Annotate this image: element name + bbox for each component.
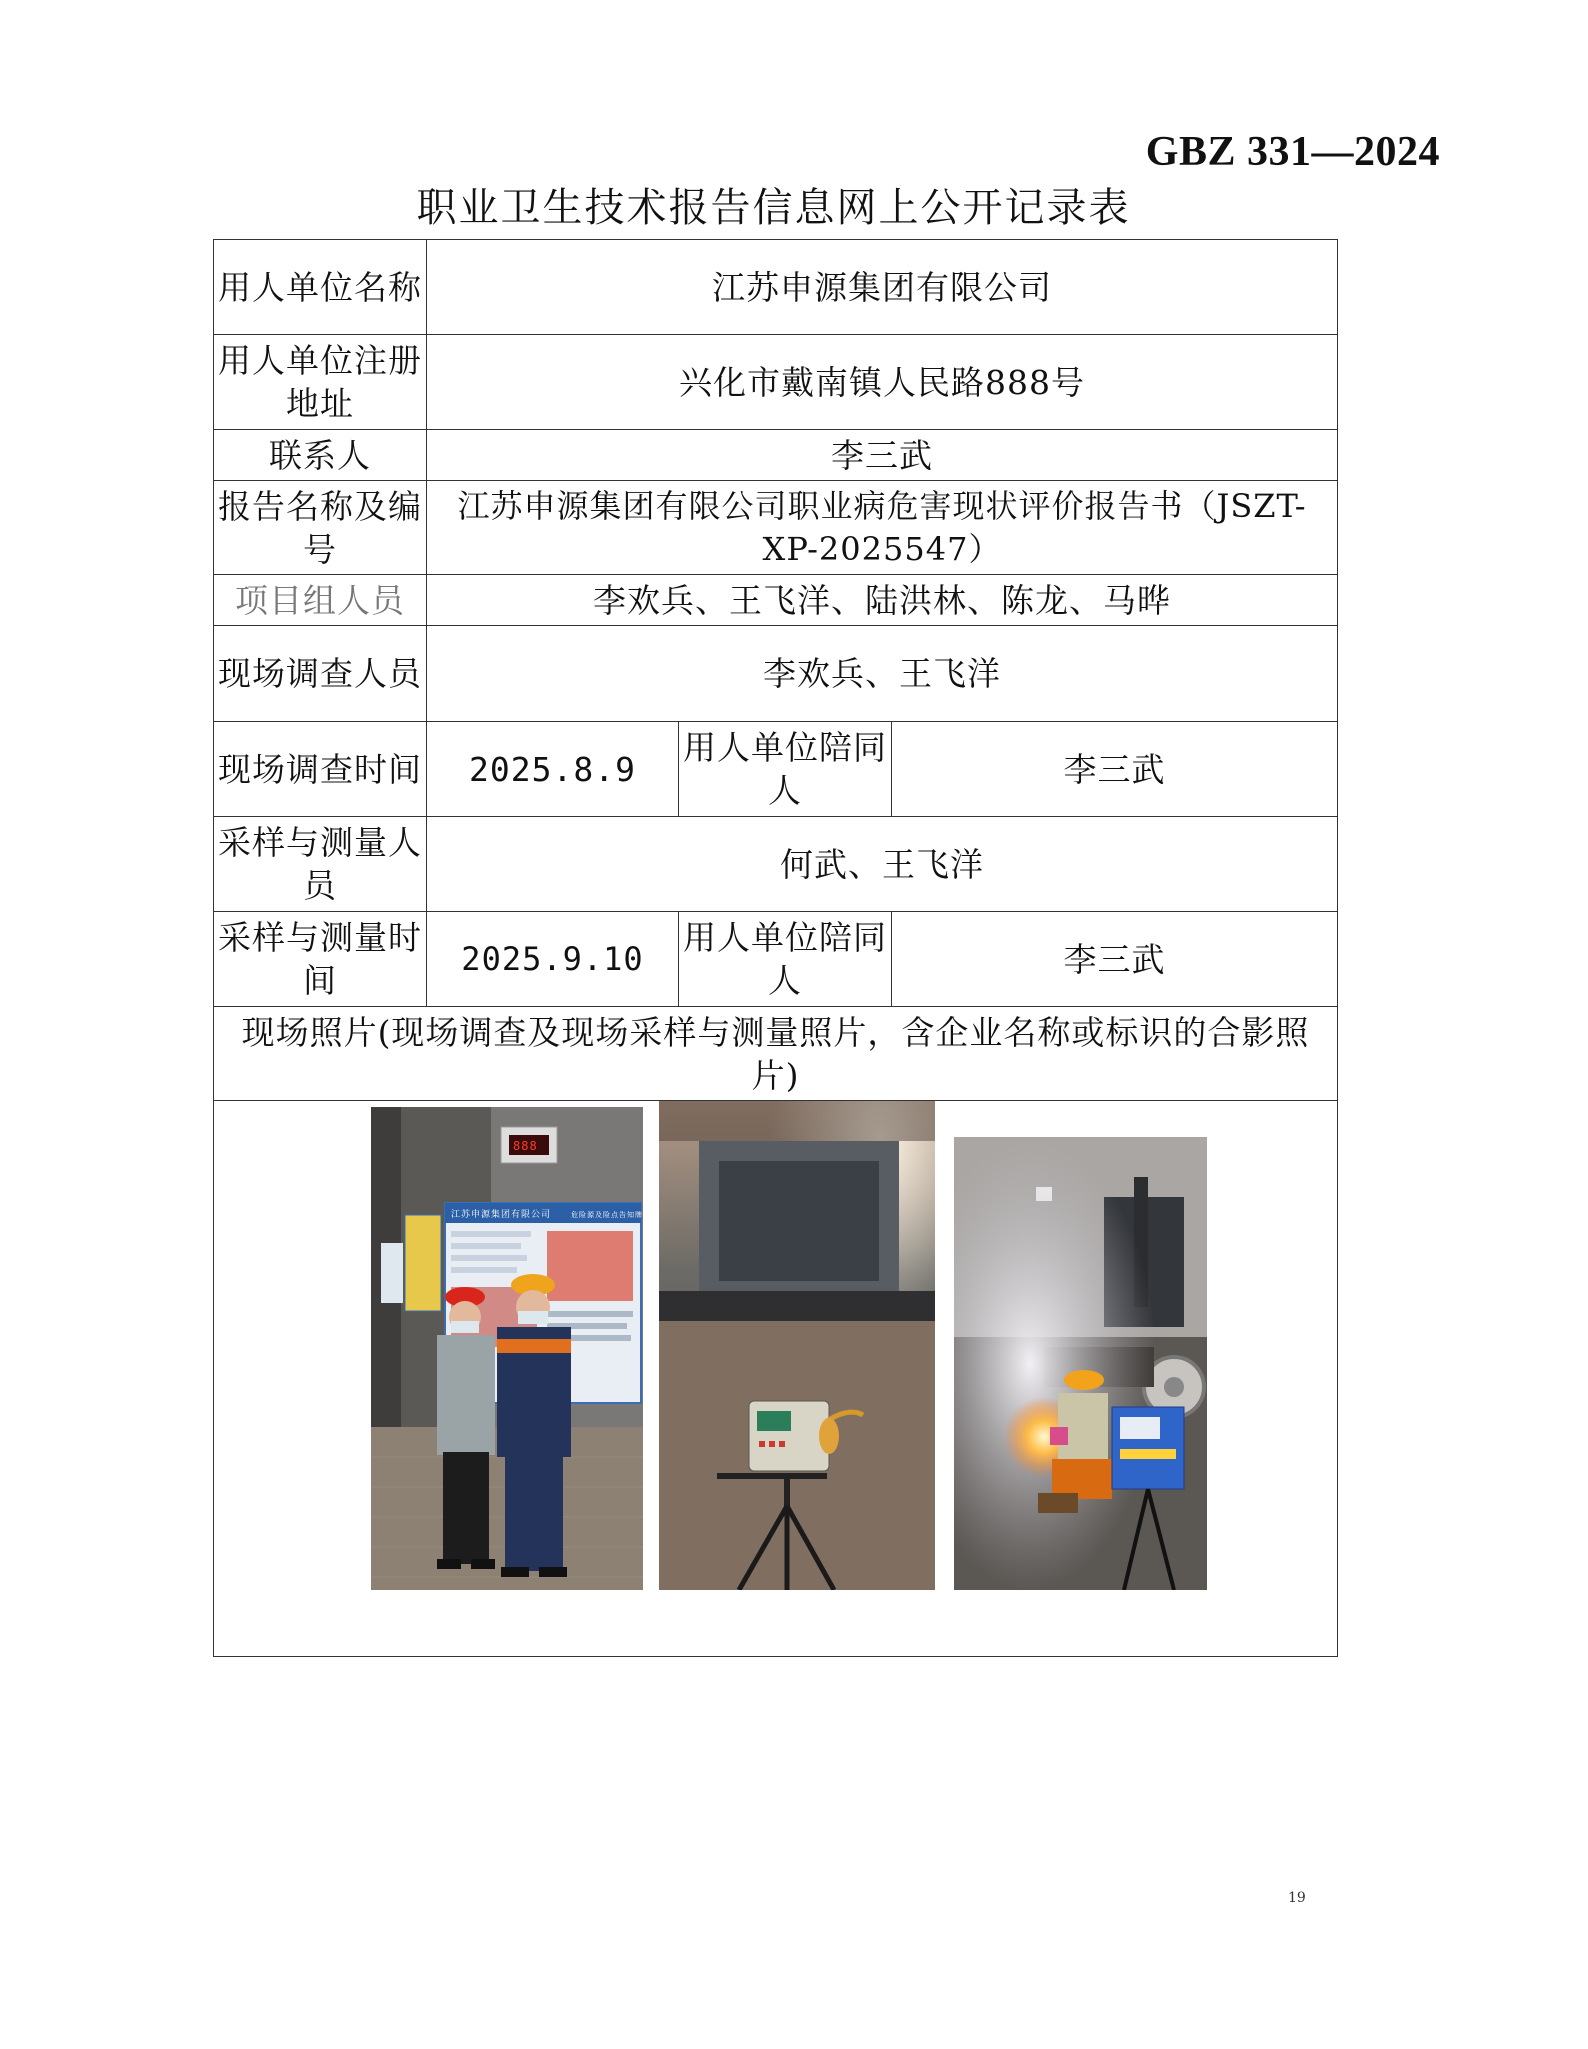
table-row (214, 912, 1338, 1007)
team-label: 项目组人员 (214, 575, 427, 626)
address-value: 兴化市戴南镇人民路888号 (427, 335, 1338, 430)
welding-photo-image (954, 1137, 1207, 1590)
sign-text-2: 危险源及险点告知牌 (571, 1211, 643, 1219)
table-row (214, 817, 1338, 912)
survey-time-value: 2025.8.9 (427, 722, 679, 817)
survey-escort-label: 用人单位陪同人 (679, 722, 892, 817)
sampling-escort-label: 用人单位陪同人 (679, 912, 892, 1007)
table-row (214, 1101, 1338, 1657)
report-label: 报告名称及编号 (214, 481, 427, 575)
survey-staff-label: 现场调查人员 (214, 626, 427, 722)
report-value: 江苏申源集团有限公司职业病危害现状评价报告书（JSZT-XP-2025547） (427, 481, 1338, 575)
sampling-staff-label: 采样与测量人员 (214, 817, 427, 912)
svg-text:888: 888 (513, 1139, 538, 1153)
survey-escort-value: 李三武 (892, 722, 1338, 817)
record-table (213, 239, 1338, 1657)
employer-name-value: 江苏申源集团有限公司 (427, 240, 1338, 335)
photos-note: 现场照片(现场调查及现场采样与测量照片，含企业名称或标识的合影照片) (214, 1007, 1338, 1101)
sampling-time-label: 采样与测量时间 (214, 912, 427, 1007)
photos-cell (214, 1101, 1338, 1657)
welding-photo (954, 1137, 1207, 1590)
sampler-photo-image (659, 1101, 935, 1590)
table-row (214, 430, 1338, 481)
page-number: 19 (1288, 1890, 1306, 1906)
table-row (214, 335, 1338, 430)
sampler-photo (659, 1101, 935, 1590)
sampling-escort-value: 李三武 (892, 912, 1338, 1007)
photos-area (214, 1101, 1337, 1655)
table-row (214, 240, 1338, 335)
sign-text: 江苏申源集团有限公司 (451, 1210, 552, 1220)
survey-time-label: 现场调查时间 (214, 722, 427, 817)
standard-number: GBZ 331—2024 (1145, 129, 1440, 175)
table-row (214, 626, 1338, 722)
table-row (214, 1007, 1338, 1101)
document-title: 职业卫生技术报告信息网上公开记录表 (416, 185, 1131, 231)
table-row (214, 722, 1338, 817)
address-label: 用人单位注册地址 (214, 335, 427, 430)
sampling-staff-value: 何武、王飞洋 (427, 817, 1338, 912)
group-photo (371, 1107, 643, 1590)
group-photo-image (371, 1107, 643, 1590)
team-value: 李欢兵、王飞洋、陆洪林、陈龙、马晔 (427, 575, 1338, 626)
contact-value: 李三武 (427, 430, 1338, 481)
contact-label: 联系人 (214, 430, 427, 481)
employer-name-label: 用人单位名称 (214, 240, 427, 335)
table-row (214, 481, 1338, 575)
survey-staff-value: 李欢兵、王飞洋 (427, 626, 1338, 722)
table-row (214, 575, 1338, 626)
sampling-time-value: 2025.9.10 (427, 912, 679, 1007)
